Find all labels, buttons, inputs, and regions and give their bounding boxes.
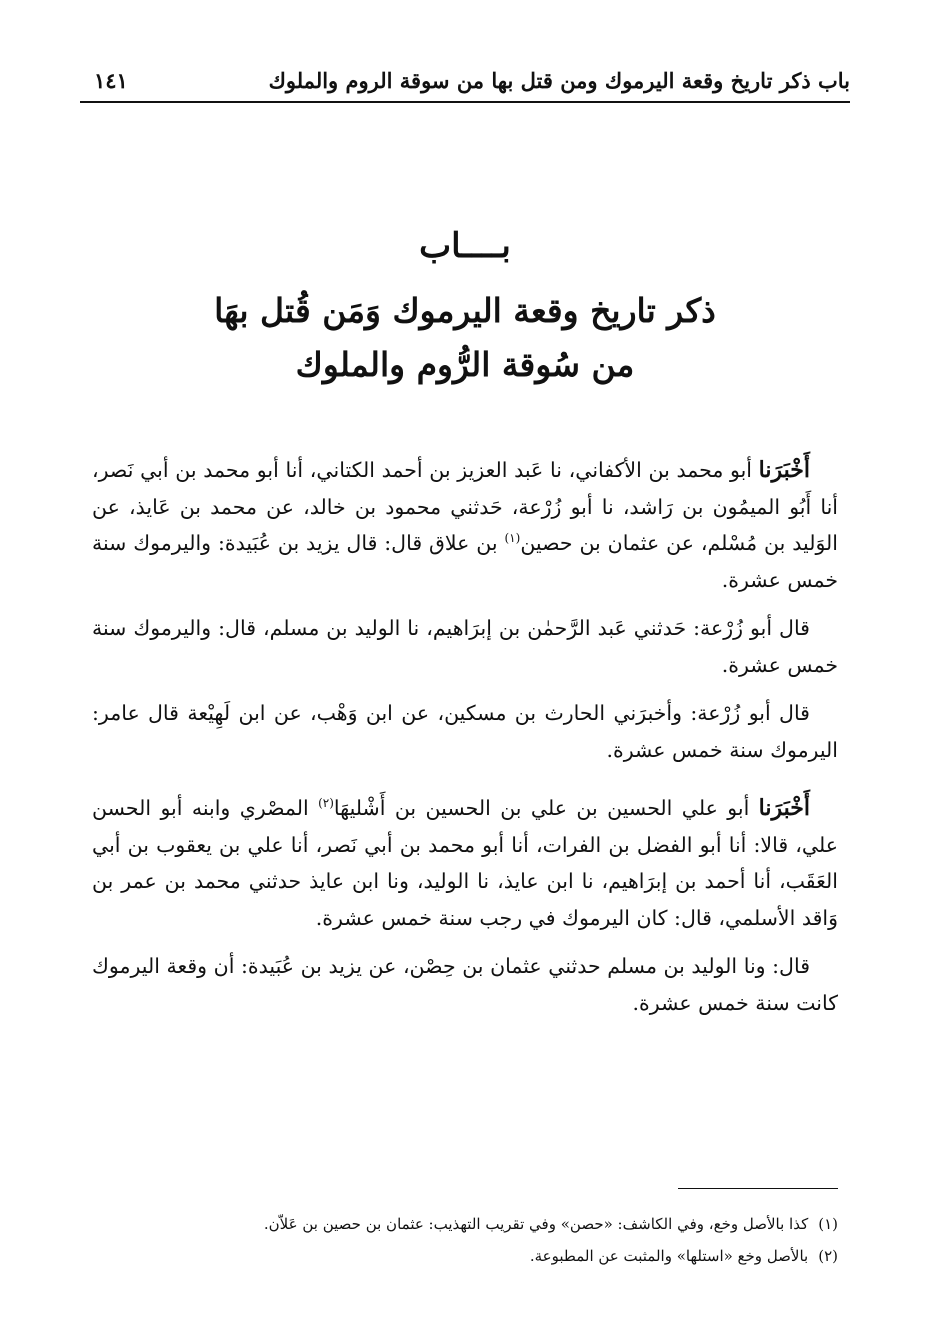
paragraph-2 [92,610,838,683]
paragraph-5 [92,948,838,1021]
paragraph-1 [92,452,838,598]
footnote-ref[interactable]: (٢) [318,796,334,811]
footnote-text: كذا بالأصل وخع، وفي الكاشف: «حصن» وفي تقريب التهذيب: عثمان بن حصين بن عَلاّن. [263,1215,809,1233]
paragraph-text: أبو علي الحسين بن علي بن الحسين بن أَشْليهَا [333,796,759,820]
running-header [80,66,850,100]
footnote-2 [150,1240,838,1272]
chapter-label: بــــاب [419,226,511,266]
chapter-title-line-1: ذكر تاريخ وقعة اليرموك وَمَن قُتل بهَا [214,291,716,330]
footnote-ref[interactable]: (١) [504,531,521,546]
paragraph-text: قال أبو زُرْعة: حَدثني عَبد الرَّحمٰن بن إبرَاهيم، نا الوليد بن مسلم، قال: واليرموك سنة خمس عشرة. [92,616,838,677]
paragraph-text: قال أبو زُرْعة: وأخبرَني الحارث بن مسكين، عن ابن وَهْب، عن ابن لَهِيْعة قال عامر: اليرموك سنة خمس عشرة. [92,701,838,762]
paragraph-3 [92,695,838,768]
paragraph-4 [92,790,838,936]
chapter-title-line-2: من سُوقة الرُّوم والملوك [295,345,635,384]
paragraph-text: قال: ونا الوليد بن مسلم حدثني عثمان بن حِصْن، عن يزيد بن عُبَيدة: أن وقعة اليرموك كانت سنة خمس عشرة. [92,954,838,1015]
footnote-rule [678,1188,838,1189]
page-number: ١٤١ [94,68,128,93]
chapter-title [150,284,780,392]
paragraph-text: بن علاق قال: قال يزيد بن عُبَيدة: واليرموك سنة خمس عشرة. [92,531,838,592]
body-text [92,452,838,1033]
footnotes [150,1208,838,1272]
footnote-number: (٢) [818,1247,838,1265]
paragraph-lead: أَخْبَرَنا [758,457,810,483]
paragraph-text: المصْري وابنه أبو الحسن علي، قالا: أنا أبو الفضل بن الفرات، أنا أبو محمد بن أبي نَصر، أنا علي بن يعقوب بن أبي العَقَب، أنا أحمد بن إبرَاهيم، نا ابن عايذ، نا الوليد، ونا ابن عايذ حدثني محمد بن عمر بن وَاقد الأسلمي، قال: كان اليرموك في رجب سنة خمس عشرة. [92,796,838,930]
footnote-number: (١) [818,1215,838,1233]
footnote-1 [150,1208,838,1240]
paragraph-text: أبو محمد بن الأكفاني، نا عَبد العزيز بن أحمد الكتاني، أنا أبو محمد بن أبي نَصر، أنا أَبُو الميمُون بن رَاشد، نا أبو زُرْعة، حَدثني محمود بن خالد، عن محمد بن عَايذ، عن الوَليد بن مُسْلم، عن عثمان بن حصين [92,458,838,555]
footnote-text: بالأصل وخع «استلها» والمثبت عن المطبوعة. [529,1247,809,1265]
running-title: باب ذكر تاريخ وقعة اليرموك ومن قتل بها من سوقة الروم والملوك [268,68,850,93]
paragraph-lead: أَخْبَرَنا [758,795,810,821]
header-rule [80,101,850,103]
